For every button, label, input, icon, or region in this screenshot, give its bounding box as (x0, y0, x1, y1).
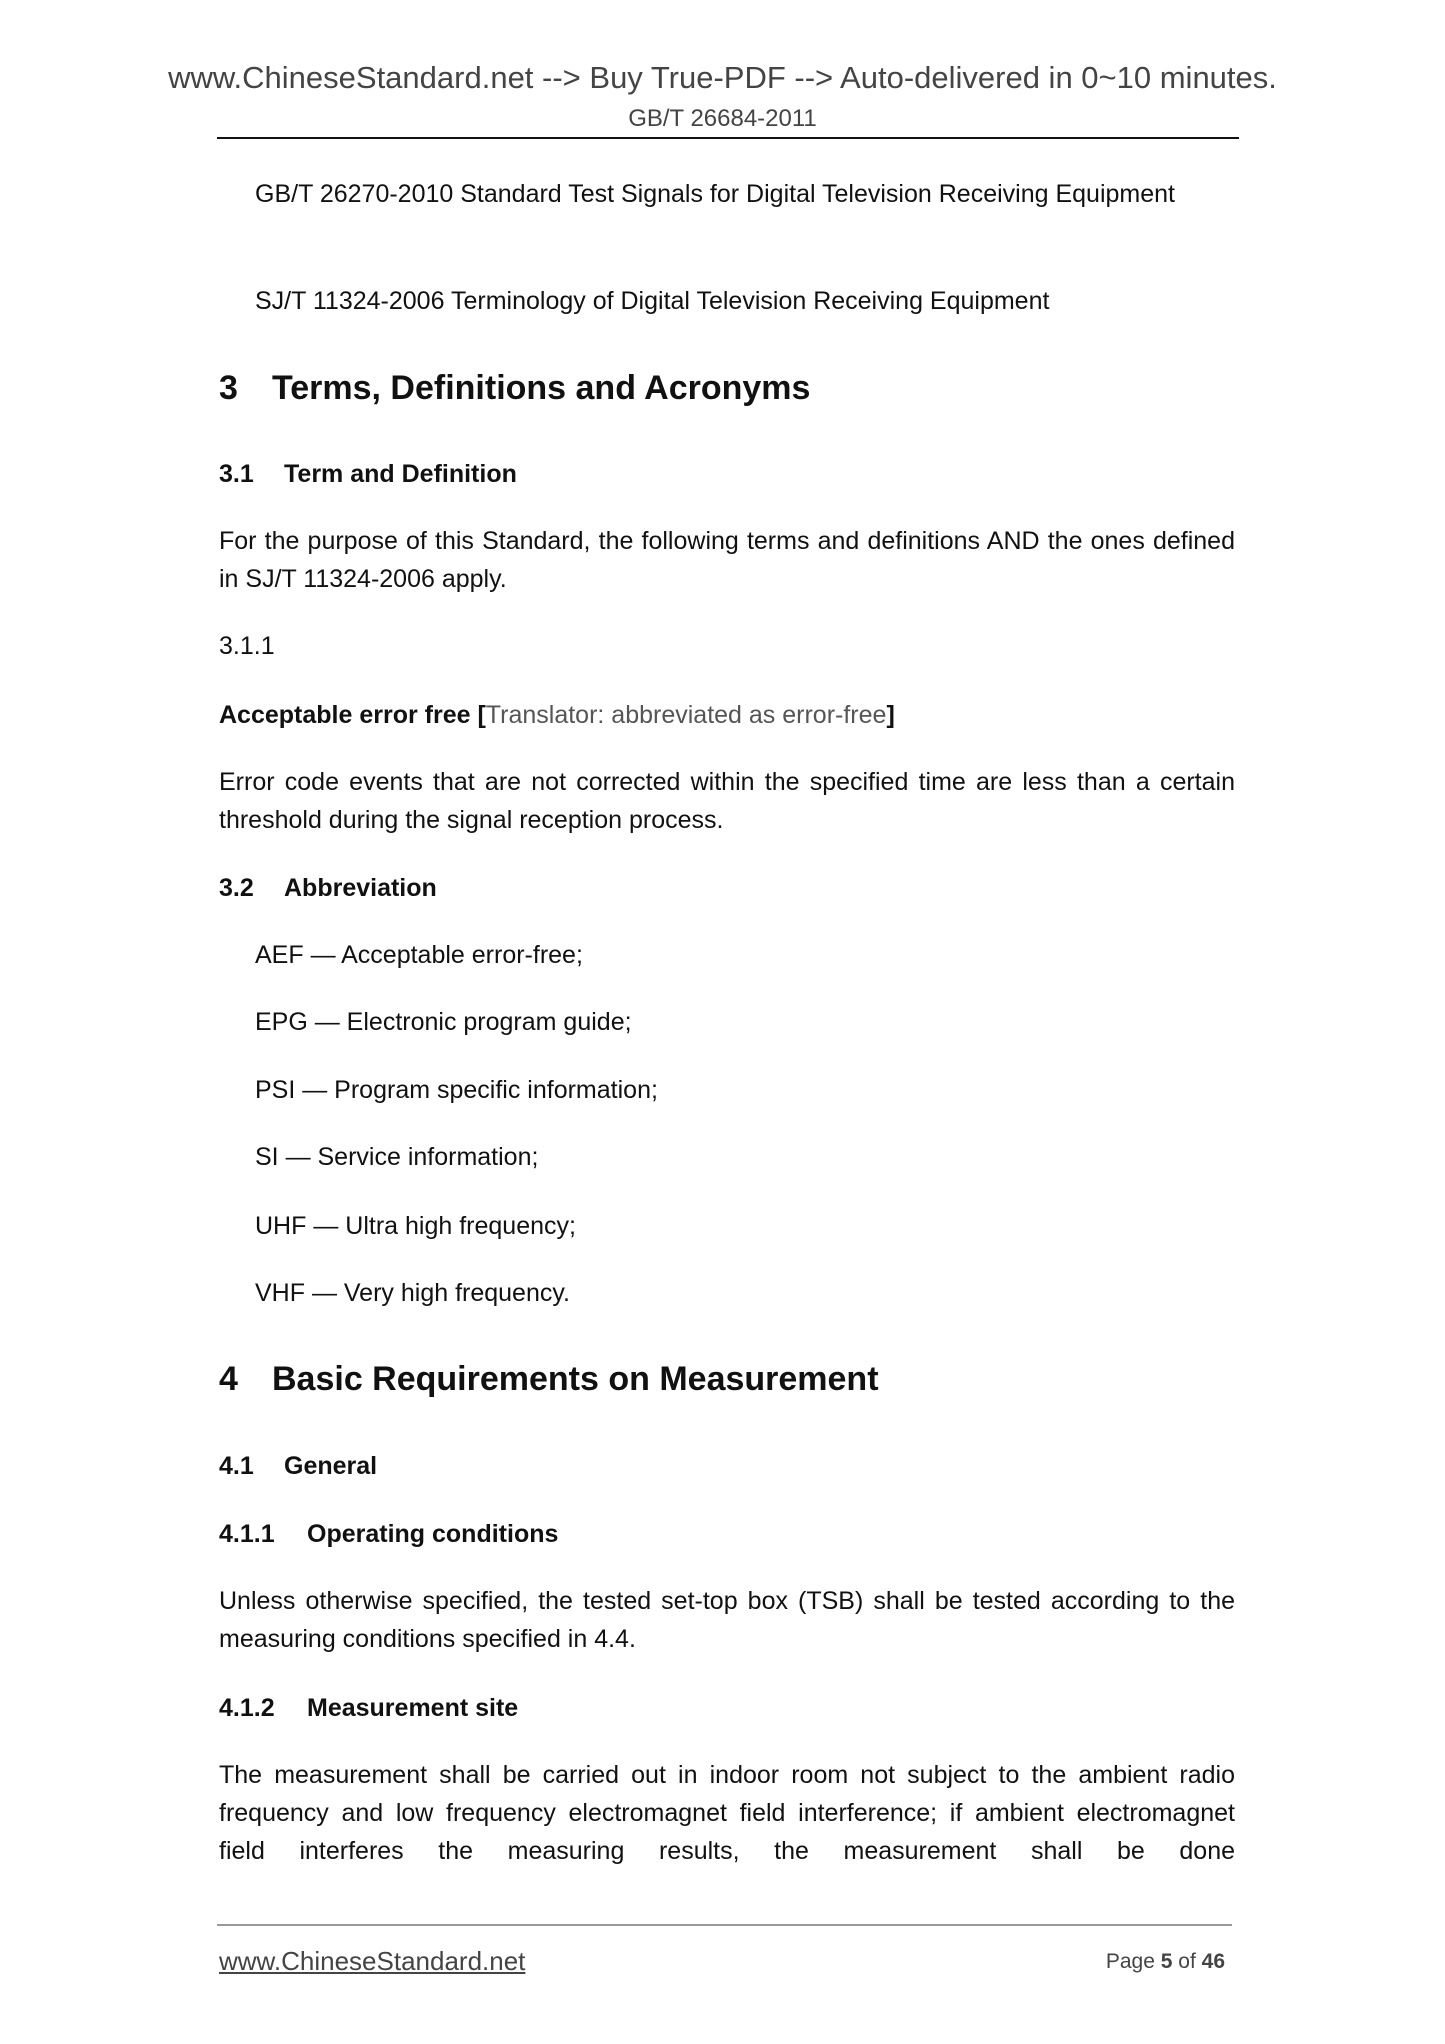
header-doc-id: GB/T 26684-2011 (628, 105, 817, 132)
page-number: Page 5 of 46 (1105, 1950, 1225, 1973)
abbreviation-item: PSI — Program specific information; (255, 1076, 658, 1104)
subsection-heading: 4.1.1 Operating conditions (219, 1520, 559, 1548)
abbreviation-item: AEF — Acceptable error-free; (255, 941, 583, 969)
footer-link[interactable]: www.ChineseStandard.net (219, 1946, 526, 1976)
subsection-heading: 4.1.2 Measurement site (219, 1694, 519, 1722)
abbreviation-item: UHF — Ultra high frequency; (255, 1212, 576, 1240)
reference-item: GB/T 26270-2010 Standard Test Signals for Digital Television Receiving Equipment (255, 180, 1175, 208)
section-heading: 3 Terms, Definitions and Acronyms (219, 369, 811, 407)
header-rule (217, 137, 1239, 139)
reference-item: SJ/T 11324-2006 Terminology of Digital Television Receiving Equipment (255, 287, 1050, 315)
clause-number: 3.1.1 (219, 632, 275, 660)
paragraph: For the purpose of this Standard, the following terms and definitions AND the ones defined in SJ/T 11324-2006 apply. (219, 527, 1235, 593)
definition: Error code events that are not corrected within the specified time are less than a certain threshold during the signal reception process. (219, 768, 1235, 834)
subsection-heading: 3.1 Term and Definition (219, 460, 517, 488)
subsection-heading: 3.2 Abbreviation (219, 874, 437, 902)
abbreviation-item: EPG — Electronic program guide; (255, 1008, 632, 1036)
translator-note: Translator: abbreviated as error-free (485, 701, 887, 729)
section-heading: 4 Basic Requirements on Measurement (219, 1360, 879, 1398)
term: Acceptable error free [Translator: abbreviated as error-free] (219, 701, 895, 729)
subsection-heading: 4.1 General (219, 1452, 378, 1480)
abbreviation-item: VHF — Very high frequency. (255, 1279, 570, 1307)
header-banner: www.ChineseStandard.net --> Buy True-PDF --> Auto-delivered in 0~10 minutes. (168, 60, 1277, 95)
footer-rule (217, 1924, 1232, 1926)
paragraph: The measurement shall be carried out in indoor room not subject to the ambient radio frequency and low frequency electromagnet field interference; if ambient electromagnet field interferes the measuring results, the measurement shall be done (219, 1761, 1235, 1865)
abbreviation-item: SI — Service information; (255, 1143, 539, 1171)
paragraph: Unless otherwise specified, the tested set-top box (TSB) shall be tested according to the measuring conditions specified in 4.4. (219, 1587, 1235, 1653)
